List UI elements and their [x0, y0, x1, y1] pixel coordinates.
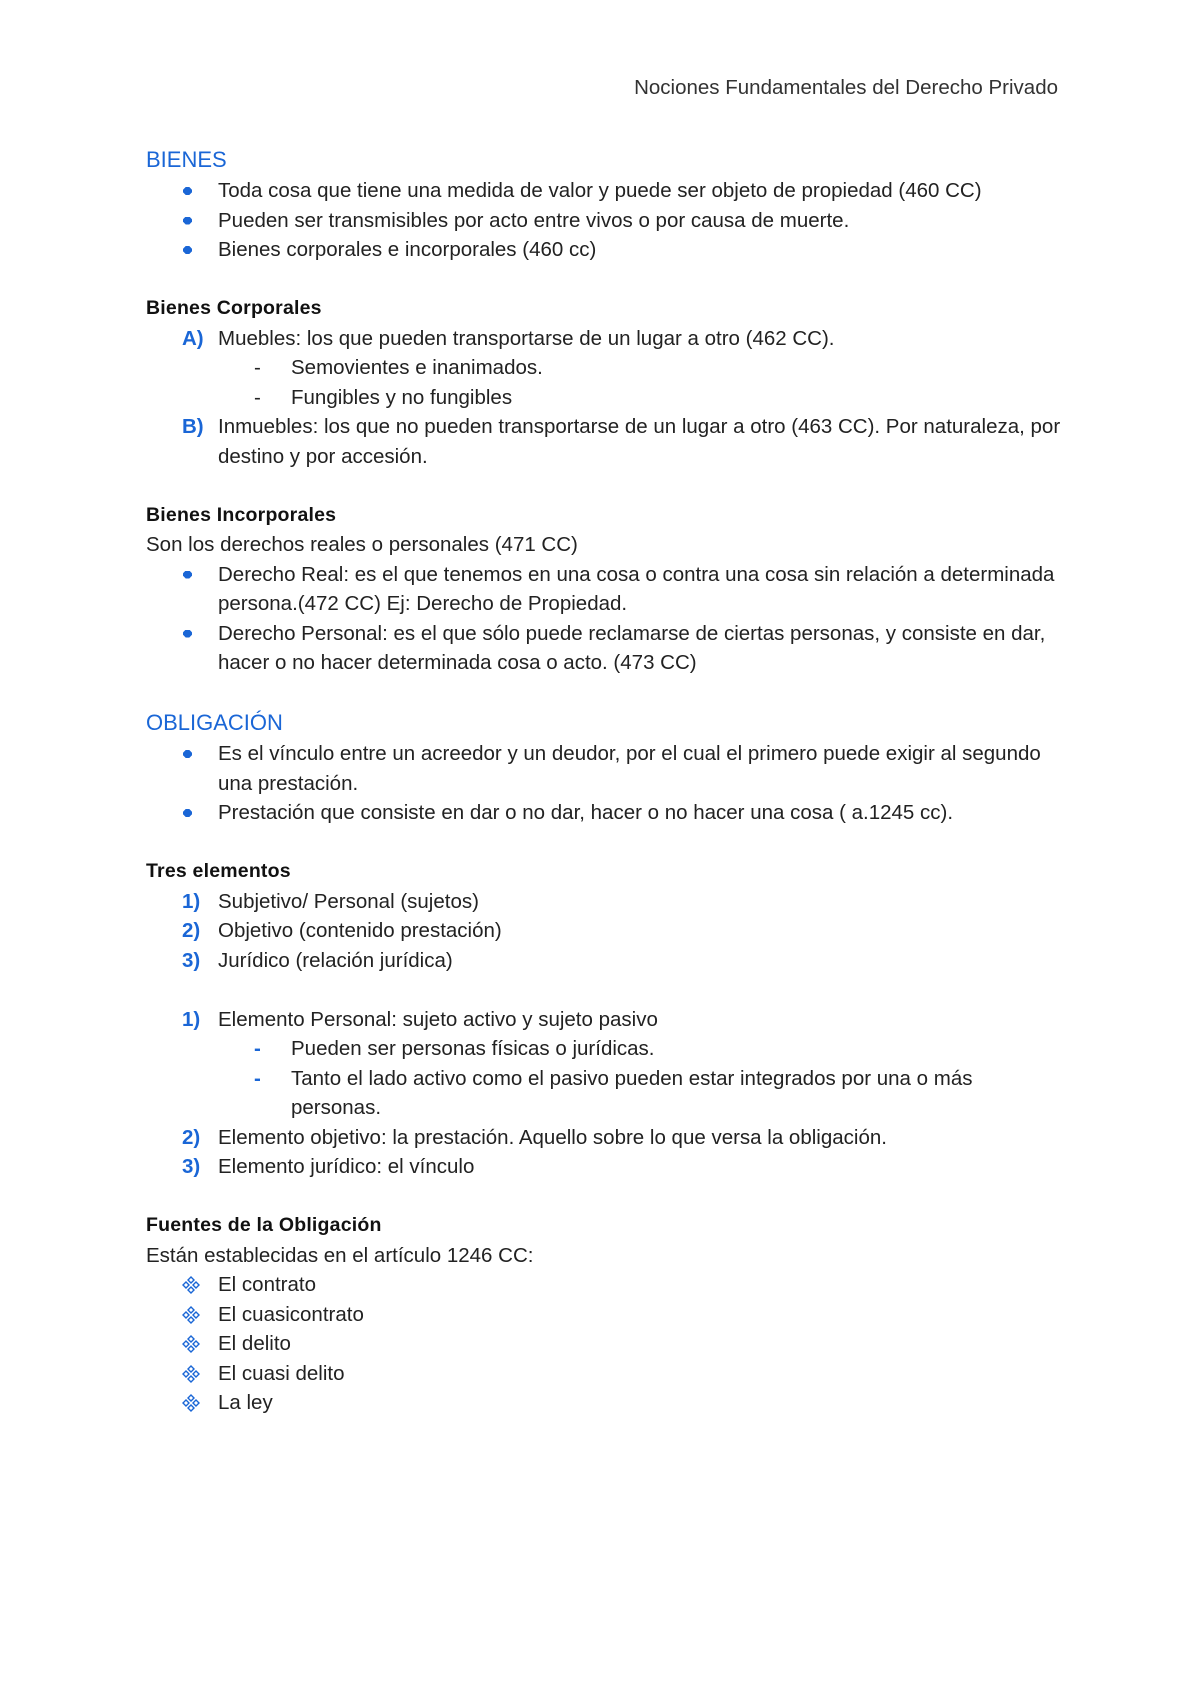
list-item-text: Inmuebles: los que no pueden transportarse de un lugar a otro (463 CC). Por naturaleza, por destino y por accesión.: [218, 415, 1061, 468]
dash-marker: -: [254, 356, 261, 379]
four-diamond-icon: [182, 1276, 200, 1294]
fuentes-list: [146, 1270, 1066, 1418]
list-marker: 3): [182, 1155, 201, 1178]
four-diamond-icon: [182, 1394, 200, 1412]
four-diamond-icon: [182, 1335, 200, 1353]
list-item: [146, 324, 1066, 354]
bullet-icon: [183, 809, 192, 817]
bullet-icon: [183, 217, 192, 225]
list-item-text: Subjetivo/ Personal (sujetos): [218, 889, 479, 913]
sub-item-text: Pueden ser personas físicas o jurídicas.: [291, 1037, 655, 1060]
bullet-icon: [183, 750, 192, 758]
list-item-text: Pueden ser transmisibles por acto entre vivos o por causa de muerte.: [218, 208, 850, 232]
section-heading-bienes: BIENES: [146, 147, 227, 172]
list-item: [146, 176, 1066, 206]
list-marker: B): [182, 415, 204, 438]
obligacion-list: [146, 739, 1066, 828]
list-item: [146, 1359, 1066, 1389]
list-item-text: Prestación que consiste en dar o no dar, hacer o no hacer una cosa ( a.1245 cc).: [218, 801, 954, 824]
list-marker: 2): [182, 919, 201, 942]
list-item-text: La ley: [218, 1391, 273, 1414]
list-item-text: El delito: [218, 1332, 291, 1355]
bullet-icon: [183, 187, 192, 195]
four-diamond-icon: [182, 1306, 200, 1324]
subheading-fuentes: Fuentes de la Obligación: [146, 1214, 382, 1236]
sub-item-text: Semovientes e inanimados.: [291, 356, 543, 379]
list-marker: 3): [182, 948, 201, 972]
sub-list-item: [146, 1064, 1066, 1123]
tres-elementos-list: [146, 887, 1066, 976]
page-header-title: Nociones Fundamentales del Derecho Privado: [634, 76, 1058, 99]
list-item-text: Muebles: los que pueden transportarse de un lugar a otro (462 CC).: [218, 326, 835, 350]
bullet-icon: [183, 630, 192, 638]
list-item: [146, 946, 1066, 976]
list-item-text: Elemento objetivo: la prestación. Aquello sobre lo que versa la obligación.: [218, 1125, 887, 1149]
list-item: [146, 619, 1066, 678]
bullet-icon: [183, 246, 192, 254]
section-heading-obligacion: OBLIGACIÓN: [146, 710, 283, 735]
list-item: [146, 1329, 1066, 1359]
list-item-text: Derecho Real: es el que tenemos en una cosa o contra una cosa sin relación a determinada persona.(472 CC) Ej: Derecho de Propiedad.: [218, 562, 1055, 615]
list-item: [146, 206, 1066, 236]
list-item: [146, 798, 1066, 828]
list-item-text: Objetivo (contenido prestación): [218, 919, 502, 942]
list-item: [146, 1123, 1066, 1153]
four-diamond-icon: [182, 1365, 200, 1383]
list-item: [146, 412, 1066, 471]
list-marker: 2): [182, 1125, 201, 1149]
list-item: [146, 1300, 1066, 1330]
list-item: [146, 560, 1066, 619]
sub-item-text: Fungibles y no fungibles: [291, 385, 513, 409]
list-item: [146, 1005, 1066, 1035]
list-item-text: Toda cosa que tiene una medida de valor y puede ser objeto de propiedad (460 CC): [218, 179, 982, 202]
list-item-text: Derecho Personal: es el que sólo puede reclamarse de ciertas personas, y consiste en dar, hacer o no hacer determinada cosa o acto. (473 CC): [218, 621, 1046, 674]
subheading-bienes-incorporales: Bienes Incorporales: [146, 503, 337, 526]
bullet-icon: [183, 571, 192, 579]
dash-marker: -: [254, 1066, 261, 1090]
list-marker: A): [182, 326, 204, 350]
subheading-tres-elementos: Tres elementos: [146, 860, 291, 882]
corporales-list: [146, 324, 1066, 472]
list-item: [146, 235, 1066, 265]
list-item: [146, 1152, 1066, 1182]
bienes-list: [146, 176, 1066, 265]
list-item: [146, 887, 1066, 917]
sub-list-item: [146, 1034, 1066, 1064]
document-body: [146, 144, 1066, 1418]
list-item: [146, 916, 1066, 946]
subheading-bienes-corporales: Bienes Corporales: [146, 297, 322, 319]
list-item-text: El contrato: [218, 1273, 316, 1296]
list-marker: 1): [182, 889, 201, 913]
list-item-text: Jurídico (relación jurídica): [218, 948, 453, 972]
list-item-text: Es el vínculo entre un acreedor y un deudor, por el cual el primero puede exigir al segundo una prestación.: [218, 742, 1041, 795]
list-item-text: El cuasi delito: [218, 1361, 345, 1385]
sub-list-item: [146, 383, 1066, 413]
list-item: [146, 739, 1066, 798]
list-item-text: El cuasicontrato: [218, 1302, 364, 1326]
list-item-text: Bienes corporales e incorporales (460 cc): [218, 238, 597, 261]
list-item: [146, 1388, 1066, 1418]
dash-marker: -: [254, 1037, 261, 1060]
list-item-text: Elemento jurídico: el vínculo: [218, 1155, 475, 1178]
list-item: [146, 1270, 1066, 1300]
incorporales-intro: Son los derechos reales o personales (471 CC): [146, 533, 578, 556]
list-marker: 1): [182, 1007, 201, 1031]
sub-list-item: [146, 353, 1066, 383]
sub-item-text: Tanto el lado activo como el pasivo pueden estar integrados por una o más personas.: [291, 1066, 973, 1119]
fuentes-intro: Están establecidas en el artículo 1246 CC:: [146, 1243, 534, 1267]
incorporales-list: [146, 560, 1066, 678]
elementos-detail-list: [146, 1005, 1066, 1182]
dash-marker: -: [254, 385, 261, 409]
list-item-text: Elemento Personal: sujeto activo y sujeto pasivo: [218, 1007, 658, 1031]
